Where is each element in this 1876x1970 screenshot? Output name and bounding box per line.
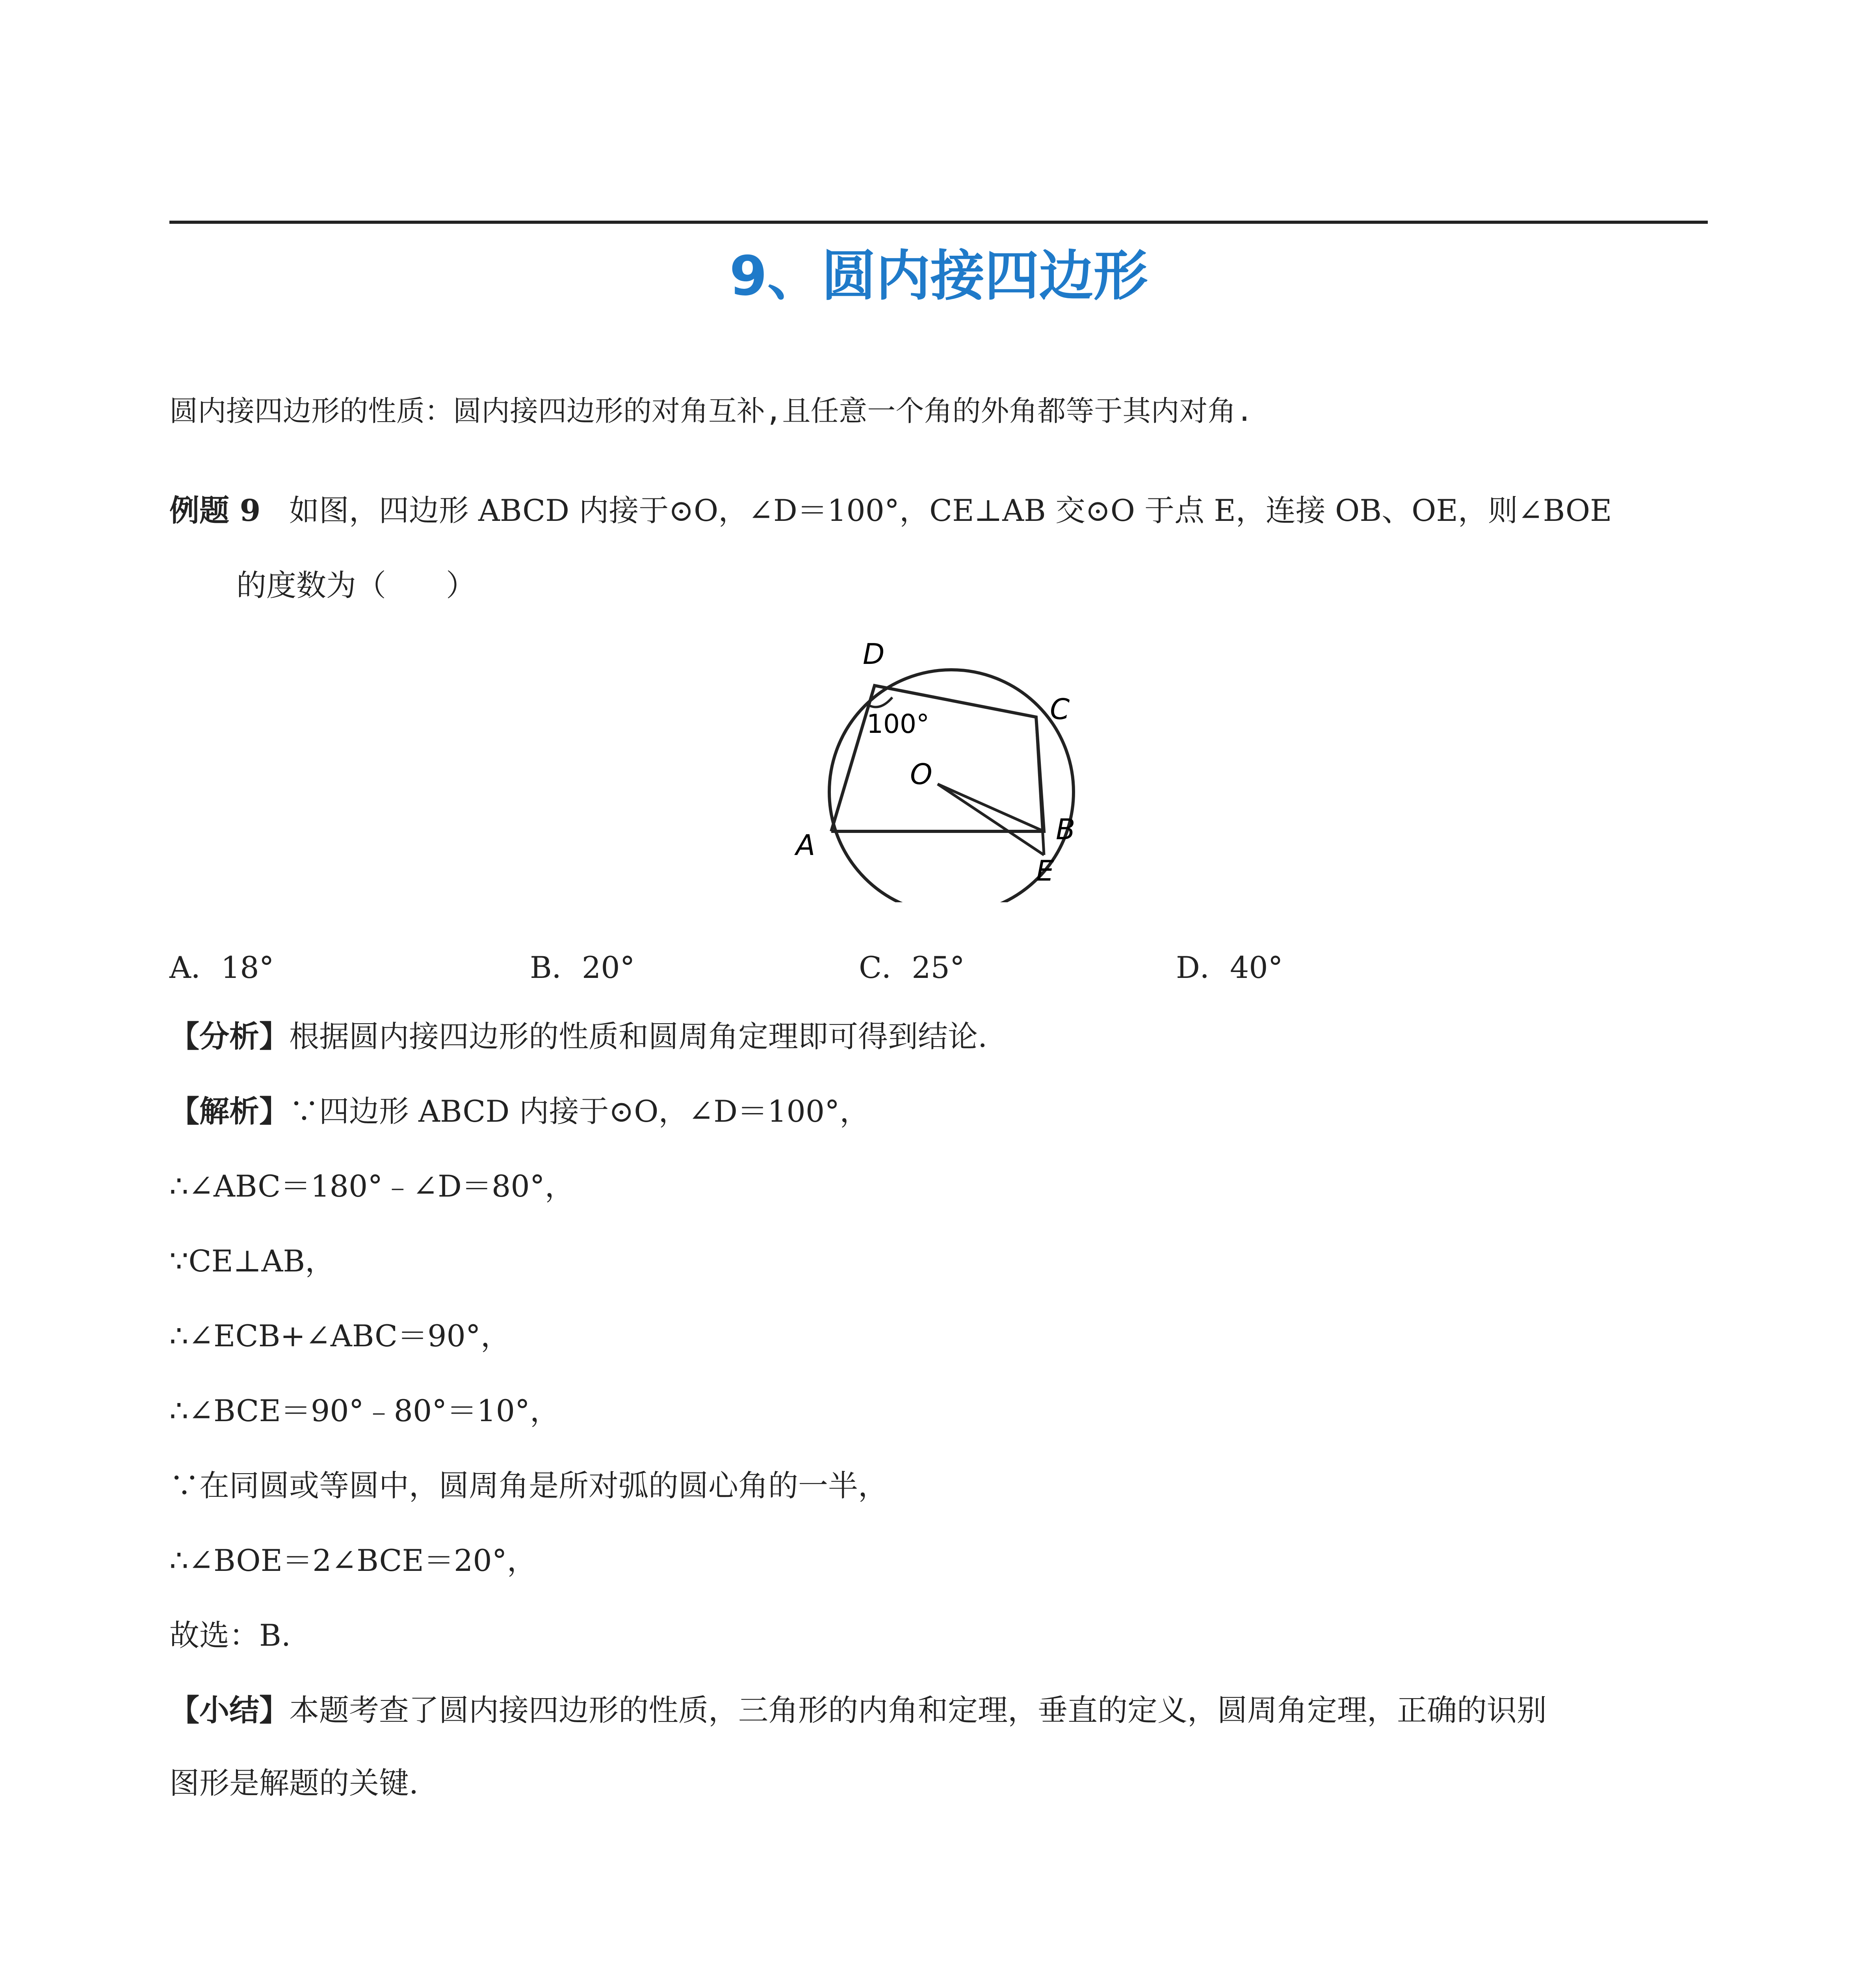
example-label: 例题 9 bbox=[169, 493, 261, 528]
solution-step: ∴∠ABC＝180°﹣∠D＝80°， bbox=[169, 1169, 575, 1204]
label-o: O bbox=[910, 758, 932, 791]
analysis-line bbox=[169, 1018, 987, 1054]
angle-d-label: 100° bbox=[867, 709, 929, 739]
segment-oe bbox=[938, 784, 1044, 855]
segment-ob bbox=[938, 784, 1044, 831]
summary-text-1: 本题考查了圆内接四边形的性质，三角形的内角和定理，垂直的定义，圆周角定理，正确的识别 bbox=[289, 1693, 1547, 1728]
option-b: B．20° bbox=[530, 950, 635, 985]
option-c: C．25° bbox=[859, 950, 965, 985]
label-e: E bbox=[1036, 854, 1054, 887]
example-stem-text: 如图，四边形 ABCD 内接于⊙O，∠D＝100°，CE⊥AB 交⊙O 于点 E，连接 OB、OE，则∠BOE bbox=[289, 493, 1612, 528]
geometry-figure bbox=[784, 634, 1119, 902]
solution-step: ∵CE⊥AB， bbox=[169, 1243, 335, 1279]
option-a: A．18° bbox=[169, 950, 274, 985]
analysis-label: 【分析】 bbox=[169, 1019, 289, 1054]
segment-ce bbox=[1036, 717, 1044, 855]
solution-first-line bbox=[169, 1093, 869, 1129]
summary-line1 bbox=[169, 1692, 1547, 1728]
label-a: A bbox=[796, 829, 815, 862]
solution-step: ∴∠BCE＝90°﹣80°＝10°， bbox=[169, 1393, 560, 1428]
header-rule bbox=[169, 221, 1708, 224]
page-title: 9、圆内接四边形 bbox=[729, 244, 1148, 308]
solution-step: ∴∠ECB+∠ABC＝90°， bbox=[169, 1318, 511, 1353]
label-c: C bbox=[1050, 693, 1070, 726]
solution-first-text: ∵四边形 ABCD 内接于⊙O，∠D＝100°， bbox=[289, 1094, 870, 1129]
solution-step: ∵在同圆或等圆中，圆周角是所对弧的圆心角的一半， bbox=[169, 1468, 888, 1503]
analysis-text: 根据圆内接四边形的性质和圆周角定理即可得到结论. bbox=[289, 1019, 988, 1054]
summary-line2: 图形是解题的关键. bbox=[169, 1766, 419, 1801]
label-b: B bbox=[1056, 813, 1075, 846]
label-d: D bbox=[863, 637, 885, 671]
example-stem-line1 bbox=[169, 492, 1612, 528]
summary-label: 【小结】 bbox=[169, 1693, 289, 1728]
property-text: 圆内接四边形的性质：圆内接四边形的对角互补,且任意一个角的外角都等于其内对角. bbox=[169, 394, 1253, 427]
solution-label: 【解析】 bbox=[169, 1094, 289, 1129]
option-d: D．40° bbox=[1176, 950, 1283, 985]
figure-svg bbox=[784, 634, 1119, 902]
solution-step: ∴∠BOE＝2∠BCE＝20°， bbox=[169, 1543, 537, 1578]
solution-step: 故选：B. bbox=[169, 1618, 291, 1653]
example-stem-line2: 的度数为（ ） bbox=[236, 568, 476, 603]
